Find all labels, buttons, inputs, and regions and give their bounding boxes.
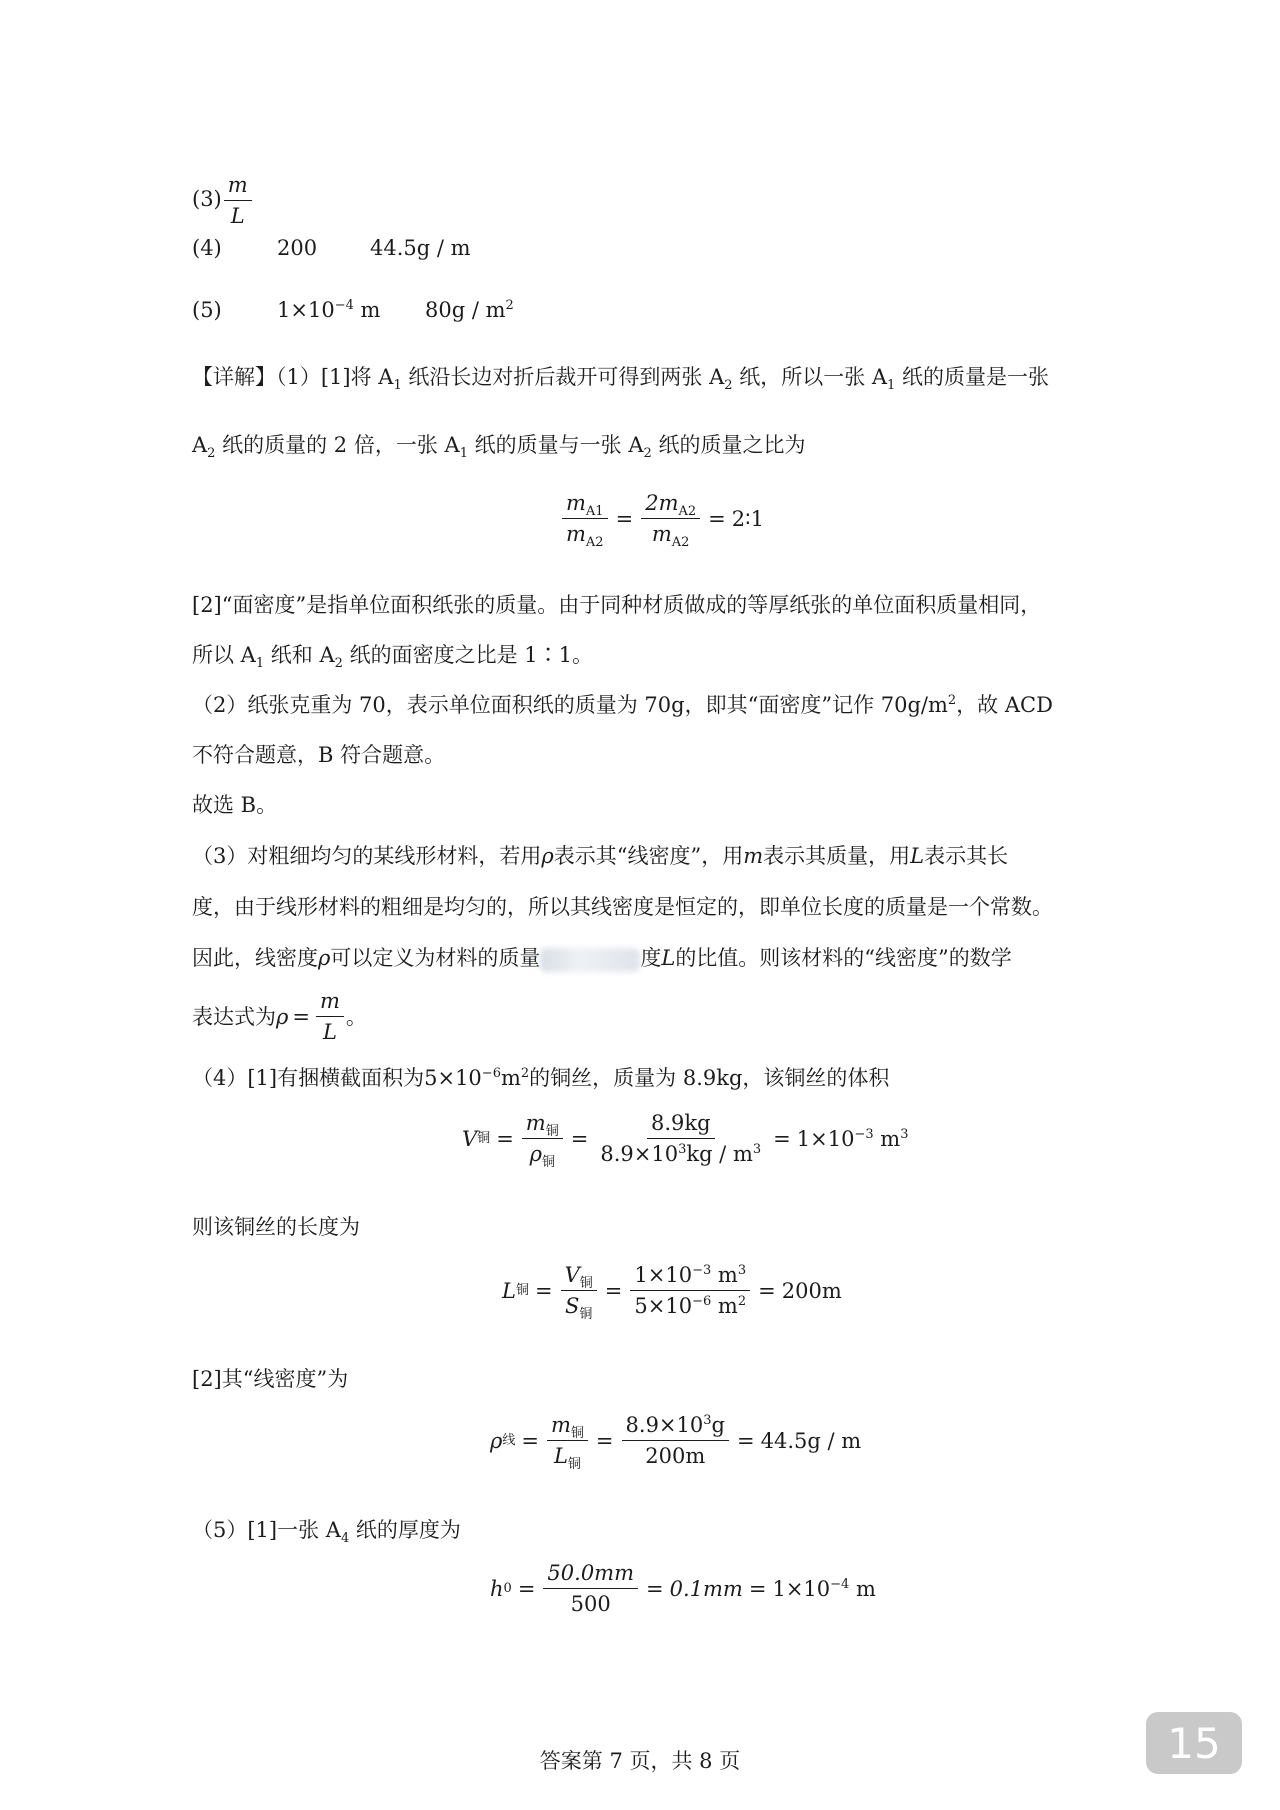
- equation-mass-ratio: $\frac{m_{A1}}{m_{A2}}$ = $\frac{2m_{A2}}{m_{A2}}$ = 2∶1: [560, 490, 764, 547]
- page-number-badge: 15: [1146, 1712, 1242, 1774]
- answer-5: (5) $1\times 10^{-4}$ m $80g / m^2$: [192, 298, 514, 322]
- detail-line-10: 因此，线密度ρ可以定义为材料的质量 度L的比值。则该材料的“线密度”的数学: [192, 946, 1012, 970]
- detail-line-11: 表达式为 ρ = $\frac{m}{L}$ 。: [192, 989, 367, 1044]
- detail-line-4: 所以 $A_1$ 纸和 $A_2$ 纸的面密度之比是 1∶1。: [192, 643, 594, 672]
- detail-line-8: （3）对粗细均匀的某线形材料，若用ρ表示其“线密度”，用m表示其质量，用L表示其长: [192, 844, 1009, 868]
- detail-line-3: [2]“面密度”是指单位面积纸张的质量。由于同种材质做成的等厚纸张的单位面积质量相同，: [192, 593, 1042, 617]
- equation-thickness: h 0 = $\frac{50.0mm}{500}$ = 0.1mm = $1\times 10^{-4}$ m: [490, 1561, 876, 1616]
- detail-line-15: （5）[1]一张 $A_4$ 纸的厚度为: [192, 1518, 461, 1547]
- answer-3: (3) $\frac{m}{L}$: [192, 172, 254, 229]
- detail-line-2: $A_2$ 纸的质量的 2 倍，一张 $A_1$ 纸的质量与一张 $A_2$ 纸的质量之比为: [192, 433, 806, 462]
- detail-line-6: 不符合题意，B 符合题意。: [192, 743, 446, 767]
- page-footer: 答案第 7 页，共 8 页: [539, 1749, 741, 1773]
- detail-line-5: （2）纸张克重为 70，表示单位面积纸的质量为 70g，即其“面密度”记作 $70g/m^2$，故 ACD: [192, 693, 1053, 717]
- detail-line-13: 则该铜丝的长度为: [192, 1215, 360, 1239]
- detail-line-7: 故选 B。: [192, 793, 278, 817]
- detail-line-1: 【详解】（1）[1]将 $A_1$ 纸沿长边对折后裁开可得到两张 $A_2$ 纸，所以一张 $A_1$ 纸的质量是一张: [192, 365, 1050, 394]
- redacted-blur: [540, 948, 640, 972]
- detail-line-14: [2]其“线密度”为: [192, 1367, 349, 1391]
- answer-4: (4) 200 44.5g / m: [192, 236, 471, 260]
- equation-volume: V 铜 = $\frac{m_铜}{\rho_铜}$ = $\frac{8.9kg}{8.9\times 10^3kg / m^3}$ = $1\times 10^{-3}$ $m^3$: [462, 1111, 909, 1171]
- equation-linear-density: ρ 线 = $\frac{m_铜}{L_铜}$ = $\frac{8.9\times 10^3g}{200m}$ = 44.5g / m: [490, 1413, 862, 1473]
- equation-length: L 铜 = $\frac{V_铜}{S_铜}$ = $\frac{1\times 10^{-3} m^3}{5\times 10^{-6} m^2}$ = 200m: [502, 1263, 842, 1323]
- detail-line-9: 度，由于线形材料的粗细是均匀的，所以其线密度是恒定的，即单位长度的质量是一个常数。: [192, 895, 1053, 919]
- detail-line-12: （4）[1]有捆横截面积为$5\times 10^{-6}m^2$的铜丝，质量为 8.9kg，该铜丝的体积: [192, 1066, 890, 1090]
